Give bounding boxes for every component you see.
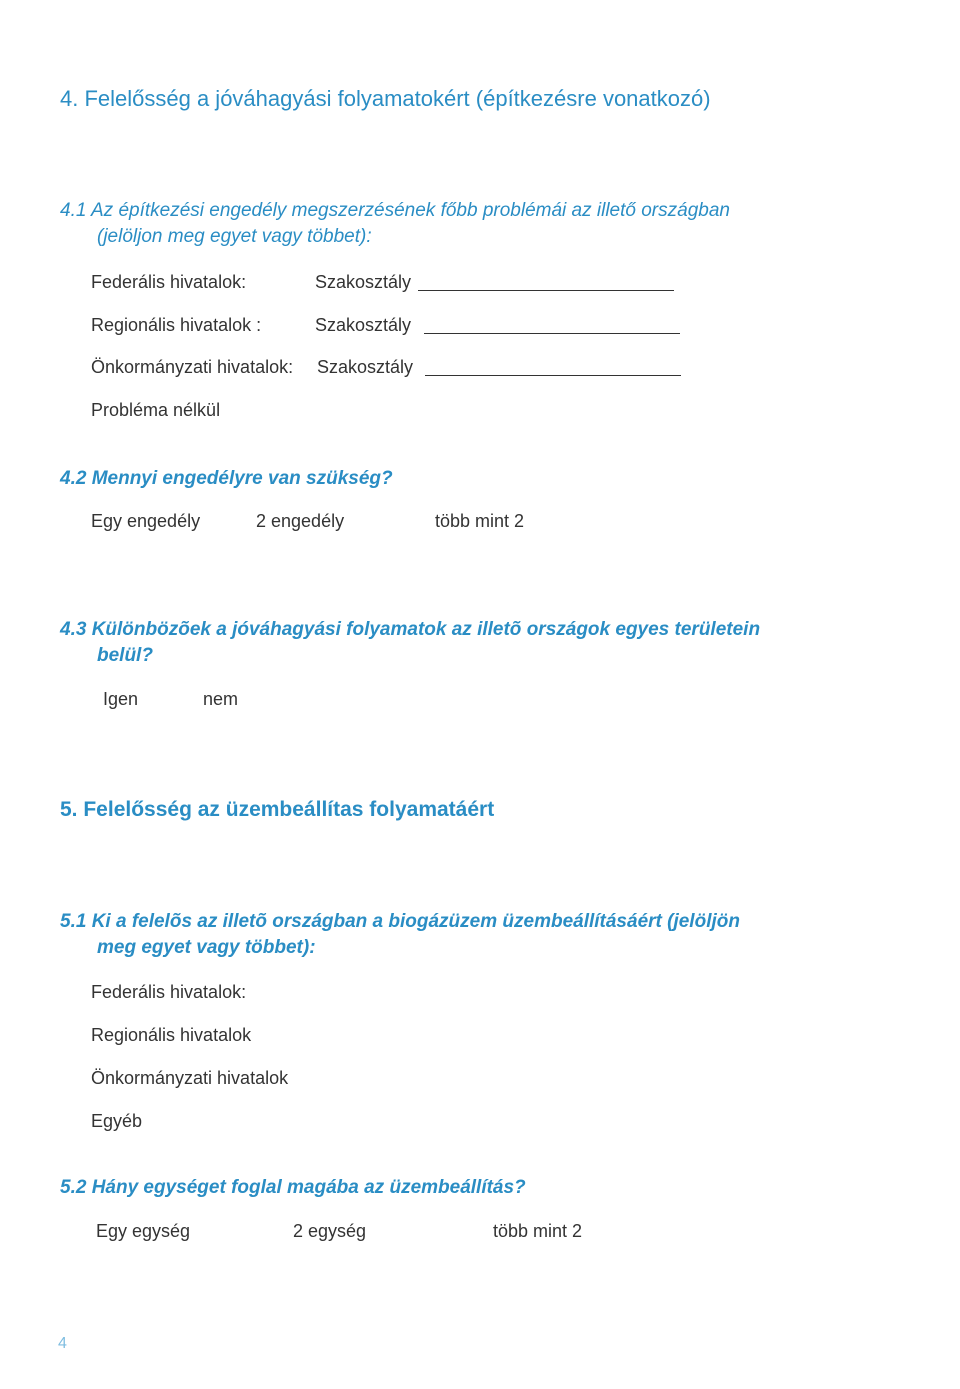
two-units-option[interactable]: 2 egység bbox=[293, 1221, 367, 1241]
municipal-offices-option[interactable]: Önkormányzati hivatalok bbox=[91, 1068, 289, 1088]
question-4-1-line1: 4.1 Az építkezési engedély megszerzésének főbb problémái az illető országban bbox=[60, 200, 730, 221]
regional-department-blank[interactable] bbox=[424, 333, 680, 334]
question-4-2-title: 4.2 Mennyi engedélyre van szükség? bbox=[60, 468, 393, 489]
one-permit-option[interactable]: Egy engedély bbox=[91, 511, 201, 531]
question-5-2-title: 5.2 Hány egységet foglal magába az üzembeállítás? bbox=[60, 1177, 526, 1198]
regional-offices-option[interactable]: Regionális hivatalok bbox=[91, 1025, 252, 1045]
federal-offices-option[interactable]: Federális hivatalok: bbox=[91, 982, 247, 1002]
section-4-title: 4. Felelősség a jóváhagyási folyamatokért (építkezésre vonatkozó) bbox=[60, 86, 711, 111]
no-problem-option[interactable]: Probléma nélkül bbox=[91, 400, 221, 420]
question-5-1-line2: meg egyet vagy többet): bbox=[97, 937, 316, 958]
question-4-3-line2: belül? bbox=[97, 645, 153, 666]
two-permits-option[interactable]: 2 engedély bbox=[256, 511, 345, 531]
yes-option[interactable]: Igen bbox=[103, 689, 139, 709]
municipal-department-blank[interactable] bbox=[425, 375, 681, 376]
other-option[interactable]: Egyéb bbox=[91, 1111, 143, 1131]
municipal-offices-label: Önkormányzati hivatalok: bbox=[91, 357, 294, 377]
municipal-department-label: Szakosztály bbox=[317, 357, 414, 377]
federal-department-blank[interactable] bbox=[418, 290, 674, 291]
federal-offices-label: Federális hivatalok: bbox=[91, 272, 247, 292]
more-than-two-units-option[interactable]: több mint 2 bbox=[493, 1221, 583, 1241]
more-than-two-permits-option[interactable]: több mint 2 bbox=[435, 511, 525, 531]
regional-offices-label: Regionális hivatalok : bbox=[91, 315, 262, 335]
no-option[interactable]: nem bbox=[203, 689, 239, 709]
federal-department-label: Szakosztály bbox=[315, 272, 412, 292]
question-4-3-line1: 4.3 Különbözõek a jóváhagyási folyamatok az illetõ országok egyes területein bbox=[60, 619, 761, 640]
page-number: 4 bbox=[58, 1335, 67, 1352]
one-unit-option[interactable]: Egy egység bbox=[96, 1221, 191, 1241]
regional-department-label: Szakosztály bbox=[315, 315, 412, 335]
section-5-title: 5. Felelősség az üzembeállítas folyamatáért bbox=[60, 798, 495, 821]
question-5-1-line1: 5.1 Ki a felelõs az illetõ országban a biogázüzem üzembeállításáért (jelöljön bbox=[60, 911, 740, 932]
question-4-1-line2: (jelöljon meg egyet vagy többet): bbox=[97, 226, 372, 247]
